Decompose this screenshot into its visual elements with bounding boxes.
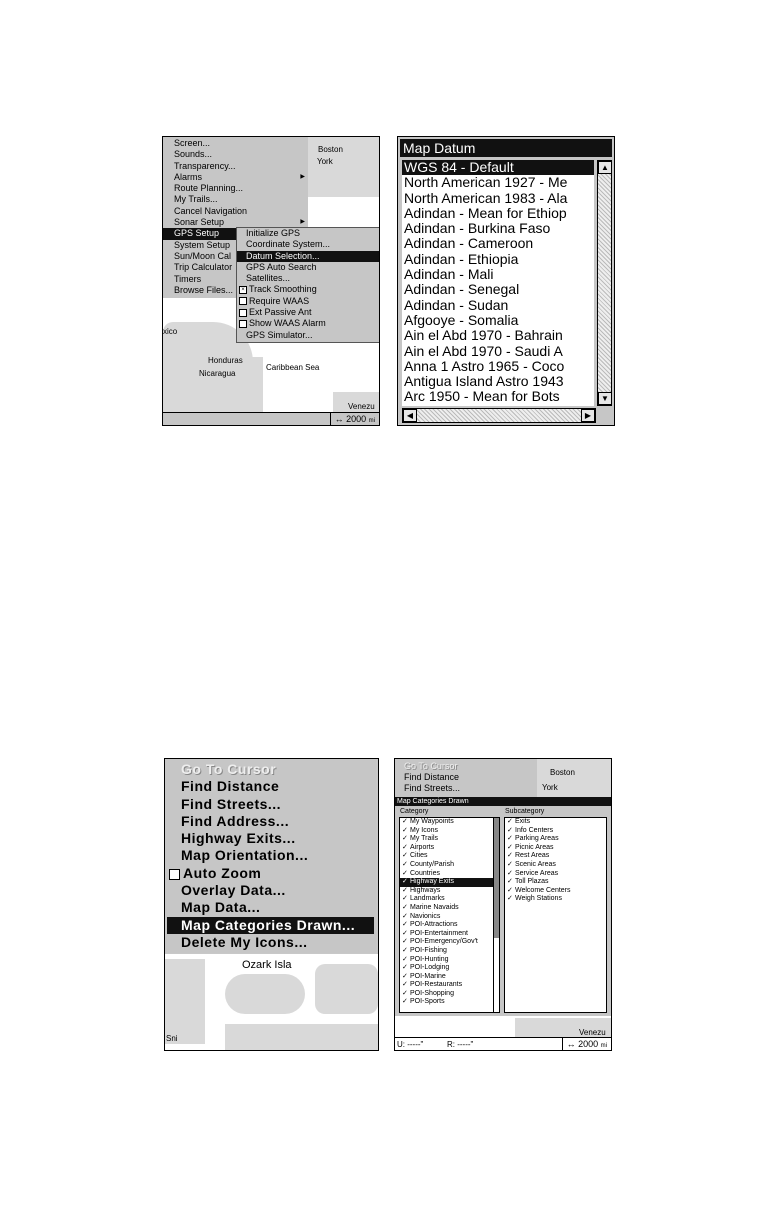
category-label: Highways [410,886,441,894]
map-label-ozark-isle: Ozark Isla [242,959,292,971]
category-item[interactable] [400,998,494,1007]
check-icon: ✓ [507,886,513,894]
check-icon: ✓ [402,981,408,989]
menu-item[interactable] [165,796,376,813]
menu-item[interactable] [165,847,376,864]
category-item[interactable] [400,930,494,939]
menu-item-label: Trip Calculator [174,262,233,273]
map-label-york: York [542,783,558,792]
menu-item[interactable] [163,183,308,194]
datum-item[interactable]: Antigua Island Astro 1943 [404,373,564,390]
category-scrollbar[interactable] [493,817,500,1013]
map-menu-small [395,759,537,797]
submenu-item-label: GPS Auto Search [246,261,317,272]
category-item[interactable] [400,861,494,870]
submenu-item-label: Coordinate System... [246,239,331,250]
check-icon: ✓ [402,938,408,946]
category-label: POI-Shopping [410,989,454,997]
category-label: POI-Marine [410,972,446,980]
checkbox-icon[interactable] [239,320,247,328]
submenu-item-label: Datum Selection... [246,250,320,261]
menu-item-label: Find Distance [404,772,460,782]
category-header: Category [400,808,429,815]
category-label: My Icons [410,826,439,834]
submenu-arrow-icon: ▶ [300,219,305,226]
datum-item[interactable]: Adindan - Senegal [404,281,520,298]
map-label-venezuela: Venezu [579,1028,606,1037]
check-icon: ✓ [402,955,408,963]
category-label: County/Parish [410,860,454,868]
category-label: POI-Restaurants [410,981,463,989]
menu-item[interactable] [395,772,537,783]
menu-item-label: Auto Zoom [183,864,262,881]
map-label-caribbean-sea: Caribbean Sea [266,363,320,372]
category-label: POI-Entertainment [410,929,468,937]
subcategory-label: Rest Areas [515,852,550,860]
map-area-bottom[interactable] [395,1018,611,1038]
scale-value: 2000 [346,414,367,424]
subcategory-label: Toll Plazas [515,878,549,886]
datum-item[interactable]: Anna 1 Astro 1965 - Coco [404,357,565,374]
submenu-item[interactable] [237,318,379,329]
check-icon: ✓ [507,818,513,825]
status-bar [163,412,379,425]
check-icon: ✓ [402,869,408,877]
menu-item-label: Route Planning... [174,183,244,194]
category-label: POI-Emergency/Gov't [410,938,478,946]
subcategory-label: Picnic Areas [515,843,554,851]
check-icon: ✓ [402,895,408,903]
menu-item-label: Overlay Data... [181,882,286,899]
submenu-arrow-icon: ▶ [300,173,305,180]
datum-item[interactable]: North American 1983 - Ala [404,189,568,206]
submenu-item[interactable] [237,284,379,295]
subcategory-item[interactable] [505,887,606,896]
map-menu [165,759,376,953]
datum-item[interactable]: Adindan - Sudan [404,296,509,313]
scale-unit: mi [368,418,375,424]
map-label-york: York [317,157,333,166]
menu-item-label: Sonar Setup [174,217,225,228]
check-icon: ✓ [402,964,408,972]
status-bar [395,1037,611,1050]
datum-item[interactable]: Afgooye - Somalia [404,311,519,328]
menu-item-label: Transparency... [174,160,236,171]
check-icon: ✓ [507,878,513,886]
menu-item[interactable] [165,934,376,951]
map-label-boston: Boston [318,145,343,154]
subcategory-header: Subcategory [505,808,545,815]
subcategory-label: Info Centers [515,826,554,834]
menu-item-label: Find Streets... [181,795,282,812]
subcategory-label: Parking Areas [515,835,559,843]
menu-item[interactable] [163,172,308,183]
datum-list[interactable] [402,160,594,406]
submenu-item[interactable] [237,239,379,250]
menu-item [395,761,537,772]
subcategory-item[interactable] [505,827,606,836]
checkbox-icon[interactable] [239,297,247,305]
submenu-item-label: Require WAAS [249,295,310,306]
gps-setup-screen [162,136,380,426]
check-icon: ✓ [402,903,408,911]
category-item[interactable] [400,904,494,913]
datum-item[interactable]: Adindan - Ethiopia [404,250,519,267]
category-item[interactable] [400,990,494,999]
checkbox-icon[interactable] [239,309,247,317]
submenu-item[interactable] [237,330,379,341]
check-icon: ✓ [402,998,408,1006]
subcategory-list[interactable] [504,817,607,1013]
datum-item[interactable]: Adindan - Cameroon [404,235,534,252]
scale-arrow-icon: ↔ [334,414,344,424]
categories-title: Map Categories Drawn [395,797,611,806]
menu-item[interactable] [165,865,376,882]
check-icon: ✓ [402,921,408,929]
check-icon: ✓ [402,818,408,825]
check-icon: ✓ [507,835,513,843]
check-icon: ✓ [402,946,408,954]
map-label-honduras: Honduras [208,356,243,365]
category-item[interactable] [400,956,494,965]
category-item[interactable] [400,878,494,887]
check-icon: ✓ [402,989,408,997]
menu-item-label: Find Distance [181,778,280,795]
datum-title: Map Datum [400,139,612,157]
menu-item[interactable] [165,813,376,830]
categories-panel [395,806,611,1016]
map-datum-screen [397,136,615,426]
menu-item-label: Map Data... [181,899,261,916]
category-item[interactable] [400,887,494,896]
map-area-lakes[interactable] [165,954,378,1050]
category-label: POI-Sports [410,998,445,1006]
menu-item-label: Go To Cursor [181,761,277,777]
submenu-item-label: GPS Simulator... [246,329,313,340]
check-icon: ✓ [402,912,408,920]
menu-item[interactable] [165,899,376,916]
menu-item-label: Map Orientation... [181,847,309,864]
subcategory-item[interactable] [505,818,606,827]
check-icon: ✓ [402,929,408,937]
datum-item[interactable]: Adindan - Mali [404,266,494,283]
submenu-item[interactable] [237,251,379,262]
menu-item-label: Highway Exits... [181,830,296,847]
check-icon: ✓ [402,826,408,834]
submenu-item[interactable] [237,307,379,318]
datum-item[interactable]: North American 1927 - Me [404,174,568,191]
submenu-item[interactable] [237,273,379,284]
check-icon: ✓ [507,869,513,877]
menu-item[interactable] [165,830,376,847]
map-label-sni: Sni [166,1034,178,1043]
map-menu-screen [164,758,379,1051]
category-item[interactable] [400,938,494,947]
check-icon: ✓ [507,826,513,834]
map-label-venezuela: Venezu [348,402,375,411]
category-list[interactable] [399,817,495,1013]
submenu-item-label: Show WAAS Alarm [249,318,326,329]
map-label-nicaragua: Nicaragua [199,369,236,378]
scroll-left-icon[interactable]: ◀ [403,409,417,422]
menu-item-label: Sun/Moon Cal [174,250,232,261]
menu-item-label: Find Address... [181,812,290,829]
category-label: POI-Fishing [410,946,447,954]
subcategory-item[interactable] [505,835,606,844]
category-label: Cities [410,852,428,860]
map-label-mexico: xico [163,327,178,336]
menu-item[interactable] [165,882,376,899]
menu-item-label: Go To Cursor [404,761,458,771]
submenu-item[interactable] [237,228,379,239]
category-item[interactable] [400,981,494,990]
vertical-scrollbar[interactable] [597,160,612,406]
category-label: My Trails [410,835,438,843]
check-icon: ✓ [507,852,513,860]
horizontal-scrollbar[interactable] [402,408,596,423]
scroll-up-icon[interactable]: ▲ [598,161,612,174]
check-icon: ✓ [402,843,408,851]
menu-item-label: Find Streets... [404,783,461,793]
category-item[interactable] [400,973,494,982]
menu-item-label: Map Categories Drawn... [181,916,356,933]
status-u: U: -----" [397,1040,424,1049]
subcategory-label: Welcome Centers [515,886,571,894]
scroll-thumb[interactable] [494,818,499,938]
category-item[interactable] [400,844,494,853]
menu-item-label: Delete My Icons... [181,933,308,950]
menu-item[interactable] [395,783,537,794]
scale-value: 2000 [578,1039,599,1049]
category-item[interactable] [400,895,494,904]
category-item[interactable] [400,852,494,861]
menu-item[interactable] [163,206,308,217]
scale-unit: mi [600,1043,607,1049]
submenu-item-label: Initialize GPS [246,228,301,238]
map-scale [330,413,379,425]
check-icon: ✓ [402,852,408,860]
checkbox-icon[interactable]: × [239,286,247,294]
check-icon: ✓ [507,895,513,903]
menu-item[interactable] [167,917,374,934]
category-label: Countries [410,869,440,877]
category-label: POI-Attractions [410,921,458,929]
category-label: POI-Lodging [410,964,450,972]
checkbox-icon[interactable] [169,869,180,880]
subcategory-label: Service Areas [515,869,559,877]
category-item[interactable] [400,870,494,879]
subcategory-label: Weigh Stations [515,895,562,903]
map-categories-screen [394,758,612,1051]
scroll-right-icon[interactable]: ▶ [581,409,595,422]
menu-item-label: Sounds... [174,149,213,160]
category-label: Navionics [410,912,441,920]
menu-item-label: GPS Setup [174,228,220,239]
check-icon: ✓ [402,972,408,980]
datum-item[interactable]: Ain el Abd 1970 - Bahrain [404,327,563,344]
menu-item-label: Cancel Navigation [174,205,248,216]
menu-item[interactable] [163,194,308,205]
menu-item [165,761,376,778]
submenu-item-label: Satellites... [246,273,291,284]
category-item[interactable] [400,947,494,956]
scroll-down-icon[interactable]: ▼ [598,392,612,405]
check-icon: ✓ [507,843,513,851]
subcategory-label: Exits [515,818,531,825]
menu-item[interactable] [163,149,308,160]
menu-item-label: Browse Files... [174,284,234,295]
menu-item[interactable] [163,161,308,172]
map-scale [562,1038,611,1050]
submenu-item[interactable] [237,262,379,273]
check-icon: ✓ [507,860,513,868]
submenu-item-label: Track Smoothing [249,284,317,295]
datum-item[interactable]: Adindan - Burkina Faso [404,220,551,237]
category-label: My Waypoints [410,818,454,825]
menu-item-label: Screen... [174,138,211,148]
submenu-item-label: Ext Passive Ant [249,307,312,318]
check-icon: ✓ [402,860,408,868]
subcategory-item[interactable] [505,895,606,904]
menu-item-label: Alarms [174,171,203,182]
category-item[interactable] [400,835,494,844]
subcategory-item[interactable] [505,844,606,853]
category-label: Landmarks [410,895,445,903]
datum-item[interactable]: Arc 1950 - Mean for Bots [404,388,560,405]
category-label: Marine Navaids [410,903,459,911]
datum-item[interactable]: Ain el Abd 1970 - Saudi A [404,342,563,359]
check-icon: ✓ [402,886,408,894]
menu-item[interactable] [163,138,308,149]
menu-item-label: System Setup [174,239,231,250]
menu-item-label: Timers [174,273,202,284]
gps-setup-submenu [236,227,380,343]
subcategory-item[interactable] [505,861,606,870]
subcategory-item[interactable] [505,878,606,887]
category-label: Highway Exits [410,878,454,886]
subcategory-item[interactable] [505,870,606,879]
submenu-item[interactable] [237,296,379,307]
category-item[interactable] [400,913,494,922]
category-item[interactable] [400,964,494,973]
subcategory-item[interactable] [505,852,606,861]
category-item[interactable] [400,827,494,836]
status-r: R: -----" [447,1040,474,1049]
datum-item[interactable]: WGS 84 - Default [402,160,594,175]
category-label: Airports [410,843,435,851]
menu-item-label: My Trails... [174,194,218,205]
scale-arrow-icon: ↔ [566,1039,576,1049]
category-item[interactable] [400,921,494,930]
category-label: POI-Hunting [410,955,449,963]
check-icon: ✓ [402,835,408,843]
check-icon: ✓ [402,878,408,886]
category-item[interactable] [400,818,494,827]
map-label-boston: Boston [550,768,575,777]
menu-item[interactable] [165,778,376,795]
subcategory-label: Scenic Areas [515,860,556,868]
datum-item[interactable]: Adindan - Mean for Ethiop [404,204,567,221]
